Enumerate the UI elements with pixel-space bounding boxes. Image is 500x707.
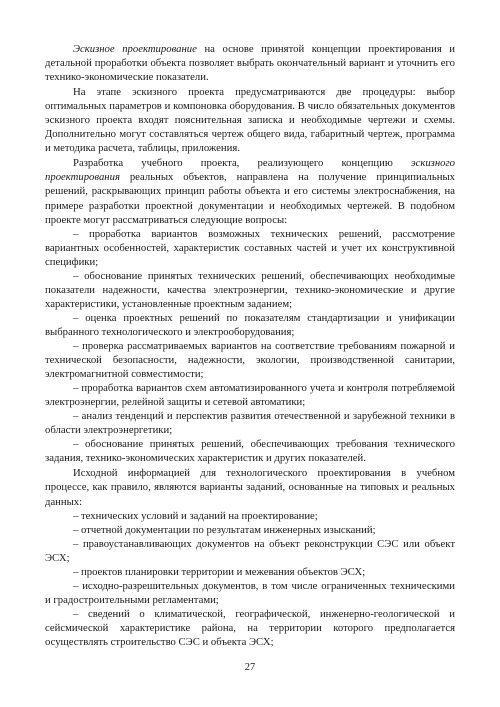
list-item: – анализ тенденций и перспектив развития отечественной и зарубежной техники в области электроэнергетики; — [45, 410, 455, 437]
list-item: – обоснование принятых технических решений, обеспечивающих необходимые показатели надежности, качества электроэнергии, технико-экономические и другие характеристики, установленные проектным заданием; — [45, 269, 455, 310]
list-item: – проработка вариантов возможных технических решений, рассмотрение вариантных особенностей, характеристик составных частей и учет их конструктивной специфики; — [45, 227, 455, 268]
list-item: – технических условий и заданий на проектирование; — [73, 509, 318, 522]
list-item: – проработка вариантов схем автоматизированного учета и контроля потребляемой электроэнергии, релейной защиты и сетевой автоматики; — [45, 382, 455, 409]
page-number: 27 — [244, 662, 256, 673]
list-item: – правоустанавливающих документов на объект реконструкции СЭС или объект ЭСХ; — [45, 537, 455, 564]
paragraph-text: Разработка учебного проекта, реализующего концепцию — [73, 157, 411, 170]
body-text — [45, 42, 455, 649]
list-item: – оценка проектных решений по показателям стандартизации и унификации выбранного технологического и электрооборудования; — [45, 311, 455, 338]
paragraph-text: на основе принятой концепции проектирования и детальной проработки объекта позволяет выбрать окончательный вариант и уточнить его технико-экономические показатели. — [45, 43, 456, 84]
list-item: – отчетной документации по результатам инженерных изысканий; — [73, 523, 376, 536]
paragraph-source-information: Исходной информацией для технологического проектирования в учебном процессе, как правило, являются варианты заданий, основанные на типовых и реальных данных: — [45, 467, 455, 508]
paragraph-sketch-design — [45, 42, 455, 84]
paragraph-sketch-stage: На этапе эскизного проекта предусматриваются две процедуры: выбор оптимальных параметров и компоновка оборудования. В число обязательных документов эскизного проекта входят пояснительная записка и необходимые чертежи и схемы. Дополнительно могут составляться чертеж общего вида, габаритный чертеж, программа и методика расчета, таблицы, приложения. — [45, 86, 455, 155]
list-item: – проектов планировки территории и межевания объектов ЭСХ; — [73, 565, 366, 578]
term-sketch-design-inline: эскизного проектирования — [45, 157, 455, 184]
list-item: – сведений о климатической, географической, инженерно-геологической и сейсмической характеристике района, на территории которого предполагается осуществлять строительство СЭС и объекта ЭСХ; — [45, 607, 455, 648]
list-item: – обоснование принятых решений, обеспечивающих требования технического задания, технико-экономических характеристик и других показателей. — [45, 438, 455, 465]
paragraph-text: реальных объектов, направлена на получение принципиальных решений, раскрывающих принцип работы объекта и его системы электроснабжения, на примере разработки проектной документации и необходимых чертежей. В подобном проекте могут рассматриваться следующие вопросы: — [45, 171, 455, 226]
list-item: – проверка рассматриваемых вариантов на соответствие требованиям пожарной и технической безопасности, надежности, экологии, производственной санитарии, электромагнитной совместимости; — [45, 339, 455, 381]
term-sketch-design: Эскизное проектирование — [73, 43, 197, 55]
paragraph-educational-project — [45, 156, 455, 226]
list-item: – исходно-разрешительных документов, в том числе ограниченных техническими и градостроительными регламентами; — [45, 579, 455, 606]
